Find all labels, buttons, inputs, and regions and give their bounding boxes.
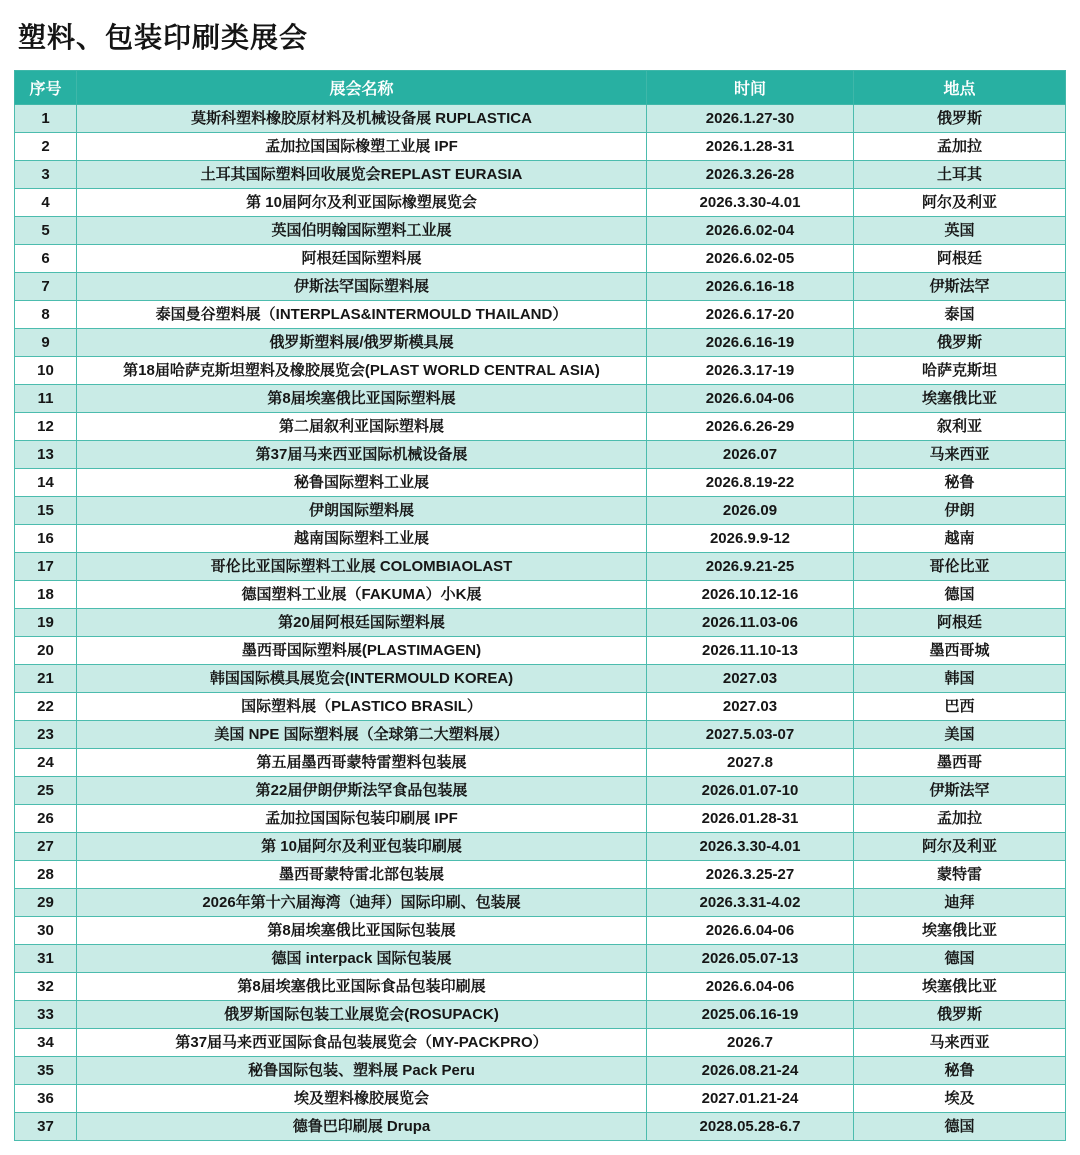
cell-date: 2026.9.21-25 (647, 553, 854, 581)
cell-exhibition-name: 秘鲁国际包装、塑料展 Pack Peru (77, 1057, 647, 1085)
cell-date: 2026.01.07-10 (647, 777, 854, 805)
cell-date: 2026.07 (647, 441, 854, 469)
cell-exhibition-name: 美国 NPE 国际塑料展（全球第二大塑料展） (77, 721, 647, 749)
cell-index: 31 (15, 945, 77, 973)
cell-date: 2026.1.28-31 (647, 133, 854, 161)
cell-date: 2026.3.25-27 (647, 861, 854, 889)
cell-date: 2026.3.17-19 (647, 357, 854, 385)
table-row (15, 273, 1066, 301)
table-row (15, 357, 1066, 385)
table-row (15, 497, 1066, 525)
cell-location: 秘鲁 (854, 1057, 1066, 1085)
cell-location: 英国 (854, 217, 1066, 245)
cell-exhibition-name: 第22届伊朗伊斯法罕食品包装展 (77, 777, 647, 805)
table-row (15, 609, 1066, 637)
cell-exhibition-name: 俄罗斯塑料展/俄罗斯模具展 (77, 329, 647, 357)
cell-exhibition-name: 孟加拉国国际包装印刷展 IPF (77, 805, 647, 833)
table-header-row (15, 71, 1066, 105)
cell-exhibition-name: 2026年第十六届海湾（迪拜）国际印刷、包装展 (77, 889, 647, 917)
cell-exhibition-name: 德国塑料工业展（FAKUMA）小K展 (77, 581, 647, 609)
cell-exhibition-name: 俄罗斯国际包装工业展览会(ROSUPACK) (77, 1001, 647, 1029)
cell-date: 2026.8.19-22 (647, 469, 854, 497)
cell-index: 6 (15, 245, 77, 273)
cell-index: 18 (15, 581, 77, 609)
cell-index: 1 (15, 105, 77, 133)
cell-exhibition-name: 阿根廷国际塑料展 (77, 245, 647, 273)
cell-exhibition-name: 国际塑料展（PLASTICO BRASIL） (77, 693, 647, 721)
cell-date: 2027.03 (647, 665, 854, 693)
cell-location: 巴西 (854, 693, 1066, 721)
table-row (15, 833, 1066, 861)
cell-date: 2026.05.07-13 (647, 945, 854, 973)
cell-location: 阿尔及利亚 (854, 189, 1066, 217)
cell-location: 孟加拉 (854, 805, 1066, 833)
cell-date: 2026.01.28-31 (647, 805, 854, 833)
table-row (15, 329, 1066, 357)
cell-location: 德国 (854, 945, 1066, 973)
cell-index: 13 (15, 441, 77, 469)
table-row (15, 1001, 1066, 1029)
cell-location: 俄罗斯 (854, 105, 1066, 133)
cell-index: 16 (15, 525, 77, 553)
table-row (15, 581, 1066, 609)
cell-index: 37 (15, 1113, 77, 1141)
cell-exhibition-name: 土耳其国际塑料回收展览会REPLAST EURASIA (77, 161, 647, 189)
cell-exhibition-name: 越南国际塑料工业展 (77, 525, 647, 553)
cell-exhibition-name: 第18届哈萨克斯坦塑料及橡胶展览会(PLAST WORLD CENTRAL ASIA) (77, 357, 647, 385)
table-row (15, 973, 1066, 1001)
cell-index: 3 (15, 161, 77, 189)
cell-index: 33 (15, 1001, 77, 1029)
cell-index: 15 (15, 497, 77, 525)
cell-index: 14 (15, 469, 77, 497)
cell-date: 2026.11.03-06 (647, 609, 854, 637)
cell-exhibition-name: 第 10届阿尔及利亚包装印刷展 (77, 833, 647, 861)
cell-date: 2026.3.30-4.01 (647, 189, 854, 217)
cell-exhibition-name: 第8届埃塞俄比亚国际包装展 (77, 917, 647, 945)
cell-exhibition-name: 孟加拉国国际橡塑工业展 IPF (77, 133, 647, 161)
cell-index: 10 (15, 357, 77, 385)
cell-date: 2026.6.04-06 (647, 917, 854, 945)
cell-index: 21 (15, 665, 77, 693)
cell-exhibition-name: 秘鲁国际塑料工业展 (77, 469, 647, 497)
cell-index: 12 (15, 413, 77, 441)
exhibition-table (14, 70, 1066, 1141)
cell-location: 土耳其 (854, 161, 1066, 189)
cell-exhibition-name: 墨西哥蒙特雷北部包装展 (77, 861, 647, 889)
table-row (15, 945, 1066, 973)
table-row (15, 693, 1066, 721)
cell-date: 2026.6.02-05 (647, 245, 854, 273)
table-row (15, 161, 1066, 189)
cell-exhibition-name: 德鲁巴印刷展 Drupa (77, 1113, 647, 1141)
cell-location: 韩国 (854, 665, 1066, 693)
cell-index: 9 (15, 329, 77, 357)
cell-exhibition-name: 伊朗国际塑料展 (77, 497, 647, 525)
cell-exhibition-name: 第8届埃塞俄比亚国际塑料展 (77, 385, 647, 413)
cell-date: 2026.3.26-28 (647, 161, 854, 189)
table-row (15, 245, 1066, 273)
cell-index: 32 (15, 973, 77, 1001)
cell-date: 2027.5.03-07 (647, 721, 854, 749)
table-row (15, 637, 1066, 665)
cell-date: 2026.3.31-4.02 (647, 889, 854, 917)
cell-location: 秘鲁 (854, 469, 1066, 497)
table-row (15, 525, 1066, 553)
table-row (15, 917, 1066, 945)
cell-index: 27 (15, 833, 77, 861)
cell-location: 孟加拉 (854, 133, 1066, 161)
cell-index: 4 (15, 189, 77, 217)
cell-location: 俄罗斯 (854, 329, 1066, 357)
cell-index: 20 (15, 637, 77, 665)
table-head (15, 71, 1066, 105)
table-row (15, 861, 1066, 889)
cell-index: 23 (15, 721, 77, 749)
cell-date: 2026.09 (647, 497, 854, 525)
cell-location: 哥伦比亚 (854, 553, 1066, 581)
table-row (15, 1057, 1066, 1085)
cell-index: 34 (15, 1029, 77, 1057)
table-row (15, 889, 1066, 917)
cell-date: 2026.6.04-06 (647, 973, 854, 1001)
cell-date: 2026.6.26-29 (647, 413, 854, 441)
cell-location: 阿尔及利亚 (854, 833, 1066, 861)
cell-location: 阿根廷 (854, 609, 1066, 637)
table-row (15, 777, 1066, 805)
table-row (15, 217, 1066, 245)
cell-exhibition-name: 第20届阿根廷国际塑料展 (77, 609, 647, 637)
table-row (15, 133, 1066, 161)
cell-index: 22 (15, 693, 77, 721)
cell-location: 埃塞俄比亚 (854, 973, 1066, 1001)
table-row (15, 189, 1066, 217)
cell-exhibition-name: 第二届叙利亚国际塑料展 (77, 413, 647, 441)
table-row (15, 749, 1066, 777)
cell-date: 2026.7 (647, 1029, 854, 1057)
cell-location: 迪拜 (854, 889, 1066, 917)
cell-location: 墨西哥 (854, 749, 1066, 777)
cell-date: 2026.08.21-24 (647, 1057, 854, 1085)
cell-index: 28 (15, 861, 77, 889)
cell-location: 马来西亚 (854, 1029, 1066, 1057)
cell-date: 2026.6.16-19 (647, 329, 854, 357)
cell-location: 越南 (854, 525, 1066, 553)
cell-exhibition-name: 德国 interpack 国际包装展 (77, 945, 647, 973)
cell-date: 2026.9.9-12 (647, 525, 854, 553)
cell-index: 2 (15, 133, 77, 161)
table-row (15, 553, 1066, 581)
table-row (15, 469, 1066, 497)
cell-date: 2026.6.16-18 (647, 273, 854, 301)
cell-location: 德国 (854, 581, 1066, 609)
table-row (15, 1113, 1066, 1141)
table-row (15, 665, 1066, 693)
cell-index: 8 (15, 301, 77, 329)
cell-date: 2027.8 (647, 749, 854, 777)
cell-index: 35 (15, 1057, 77, 1085)
cell-location: 德国 (854, 1113, 1066, 1141)
cell-location: 埃及 (854, 1085, 1066, 1113)
cell-date: 2026.11.10-13 (647, 637, 854, 665)
cell-location: 阿根廷 (854, 245, 1066, 273)
cell-date: 2027.03 (647, 693, 854, 721)
table-row (15, 721, 1066, 749)
cell-location: 埃塞俄比亚 (854, 385, 1066, 413)
cell-exhibition-name: 莫斯科塑料橡胶原材料及机械设备展 RUPLASTICA (77, 105, 647, 133)
cell-exhibition-name: 第五届墨西哥蒙特雷塑料包装展 (77, 749, 647, 777)
cell-location: 叙利亚 (854, 413, 1066, 441)
table-body (15, 105, 1066, 1141)
cell-location: 哈萨克斯坦 (854, 357, 1066, 385)
table-row (15, 1085, 1066, 1113)
cell-index: 30 (15, 917, 77, 945)
table-row (15, 805, 1066, 833)
cell-date: 2027.01.21-24 (647, 1085, 854, 1113)
cell-date: 2026.10.12-16 (647, 581, 854, 609)
cell-location: 泰国 (854, 301, 1066, 329)
cell-index: 25 (15, 777, 77, 805)
cell-exhibition-name: 埃及塑料橡胶展览会 (77, 1085, 647, 1113)
table-row (15, 105, 1066, 133)
table-row (15, 441, 1066, 469)
cell-index: 26 (15, 805, 77, 833)
page-title: 塑料、包装印刷类展会 (18, 22, 309, 53)
column-header-index: 序号 (15, 71, 77, 105)
cell-index: 5 (15, 217, 77, 245)
cell-index: 29 (15, 889, 77, 917)
cell-location: 伊朗 (854, 497, 1066, 525)
table-row (15, 1029, 1066, 1057)
cell-exhibition-name: 第 10届阿尔及利亚国际橡塑展览会 (77, 189, 647, 217)
cell-index: 36 (15, 1085, 77, 1113)
cell-location: 马来西亚 (854, 441, 1066, 469)
table-row (15, 301, 1066, 329)
table-row (15, 385, 1066, 413)
cell-date: 2025.06.16-19 (647, 1001, 854, 1029)
cell-location: 墨西哥城 (854, 637, 1066, 665)
cell-exhibition-name: 泰国曼谷塑料展（INTERPLAS&INTERMOULD THAILAND） (77, 301, 647, 329)
cell-location: 伊斯法罕 (854, 777, 1066, 805)
cell-location: 俄罗斯 (854, 1001, 1066, 1029)
cell-location: 伊斯法罕 (854, 273, 1066, 301)
cell-exhibition-name: 伊斯法罕国际塑料展 (77, 273, 647, 301)
cell-date: 2028.05.28-6.7 (647, 1113, 854, 1141)
cell-exhibition-name: 第8届埃塞俄比亚国际食品包装印刷展 (77, 973, 647, 1001)
column-header-name: 展会名称 (77, 71, 647, 105)
cell-exhibition-name: 第37届马来西亚国际食品包装展览会（MY-PACKPRO） (77, 1029, 647, 1057)
cell-index: 7 (15, 273, 77, 301)
cell-exhibition-name: 韩国国际模具展览会(INTERMOULD KOREA) (77, 665, 647, 693)
cell-index: 19 (15, 609, 77, 637)
cell-exhibition-name: 英国伯明翰国际塑料工业展 (77, 217, 647, 245)
cell-index: 24 (15, 749, 77, 777)
column-header-location: 地点 (854, 71, 1066, 105)
column-header-date: 时间 (647, 71, 854, 105)
cell-date: 2026.6.04-06 (647, 385, 854, 413)
cell-date: 2026.6.02-04 (647, 217, 854, 245)
cell-exhibition-name: 哥伦比亚国际塑料工业展 COLOMBIAOLAST (77, 553, 647, 581)
cell-location: 美国 (854, 721, 1066, 749)
cell-date: 2026.1.27-30 (647, 105, 854, 133)
cell-date: 2026.6.17-20 (647, 301, 854, 329)
cell-exhibition-name: 第37届马来西亚国际机械设备展 (77, 441, 647, 469)
cell-index: 17 (15, 553, 77, 581)
cell-location: 埃塞俄比亚 (854, 917, 1066, 945)
cell-exhibition-name: 墨西哥国际塑料展(PLASTIMAGEN) (77, 637, 647, 665)
cell-date: 2026.3.30-4.01 (647, 833, 854, 861)
table-row (15, 413, 1066, 441)
cell-location: 蒙特雷 (854, 861, 1066, 889)
cell-index: 11 (15, 385, 77, 413)
